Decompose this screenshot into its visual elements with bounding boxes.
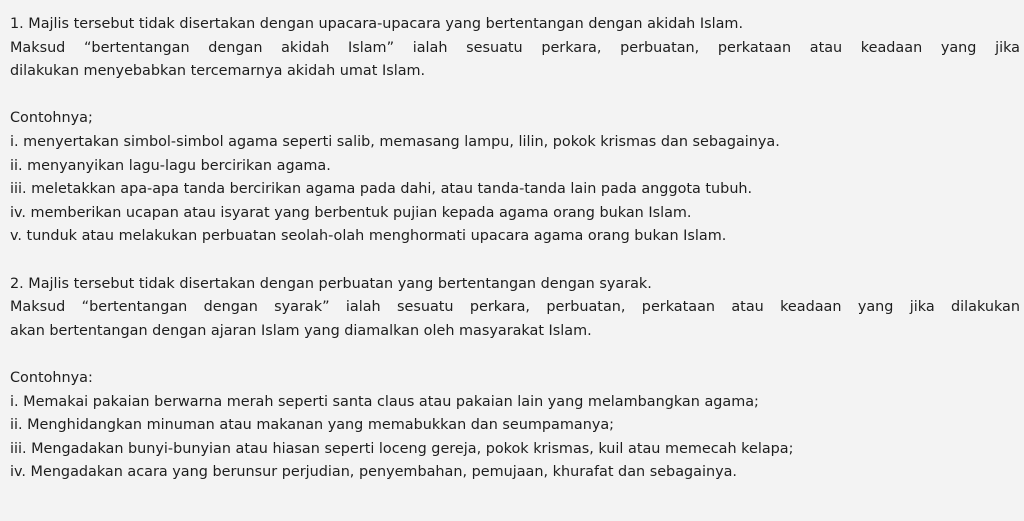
section1-example-4: iv. memberikan ucapan atau isyarat yang berbentuk pujian kepada agama orang bukan Islam. [10, 204, 692, 221]
section1-heading: 1. Majlis tersebut tidak disertakan dengan upacara-upacara yang bertentangan dengan akidah Islam. [10, 16, 744, 32]
section2-example-3: iii. Mengadakan bunyi-bunyian atau hiasan seperti loceng gereja, pokok krismas, kuil atau memecah kelapa; [10, 440, 794, 457]
section2-explanation-line1: Maksud “bertentangan dengan syarak” ialah sesuatu perkara, perbuatan, perkataan atau keadaan yang jika dilakukan [10, 299, 1020, 316]
section1-example-2: ii. menyanyikan lagu-lagu bercirikan agama. [10, 157, 331, 174]
section2-example-4: iv. Mengadakan acara yang berunsur perjudian, penyembahan, pemujaan, khurafat dan sebagainya. [10, 464, 737, 481]
section2-example-1: i. Memakai pakaian berwarna merah seperti santa claus atau pakaian lain yang melambangkan agama; [10, 393, 759, 410]
section1-explanation-line1: Maksud “bertentangan dengan akidah Islam” ialah sesuatu perkara, perbuatan, perkataan atau keadaan yang jika [10, 39, 1020, 56]
document-body [10, 13, 1020, 485]
paragraph-gap [10, 343, 1020, 367]
section1-example-3: iii. meletakkan apa-apa tanda bercirikan agama pada dahi, atau tanda-tanda lain pada anggota tubuh. [10, 181, 753, 198]
paragraph-gap [10, 249, 1020, 273]
section1-example-5: v. tunduk atau melakukan perbuatan seolah-olah menghormati upacara agama orang bukan Islam. [10, 228, 727, 245]
section2-examples-label: Contohnya: [10, 369, 93, 386]
section1-examples-label: Contohnya; [10, 110, 93, 127]
section2-heading: 2. Majlis tersebut tidak disertakan dengan perbuatan yang bertentangan dengan syarak. [10, 275, 652, 292]
paragraph-gap [10, 84, 1020, 108]
section2-example-2: ii. Menghidangkan minuman atau makanan yang memabukkan dan seumpamanya; [10, 417, 615, 434]
section1-explanation-line2: dilakukan menyebabkan tercemarnya akidah umat Islam. [10, 63, 426, 80]
section1-example-1: i. menyertakan simbol-simbol agama seperti salib, memasang lampu, lilin, pokok krismas dan sebagainya. [10, 133, 780, 150]
section2-explanation-line2: akan bertentangan dengan ajaran Islam yang diamalkan oleh masyarakat Islam. [10, 322, 592, 339]
